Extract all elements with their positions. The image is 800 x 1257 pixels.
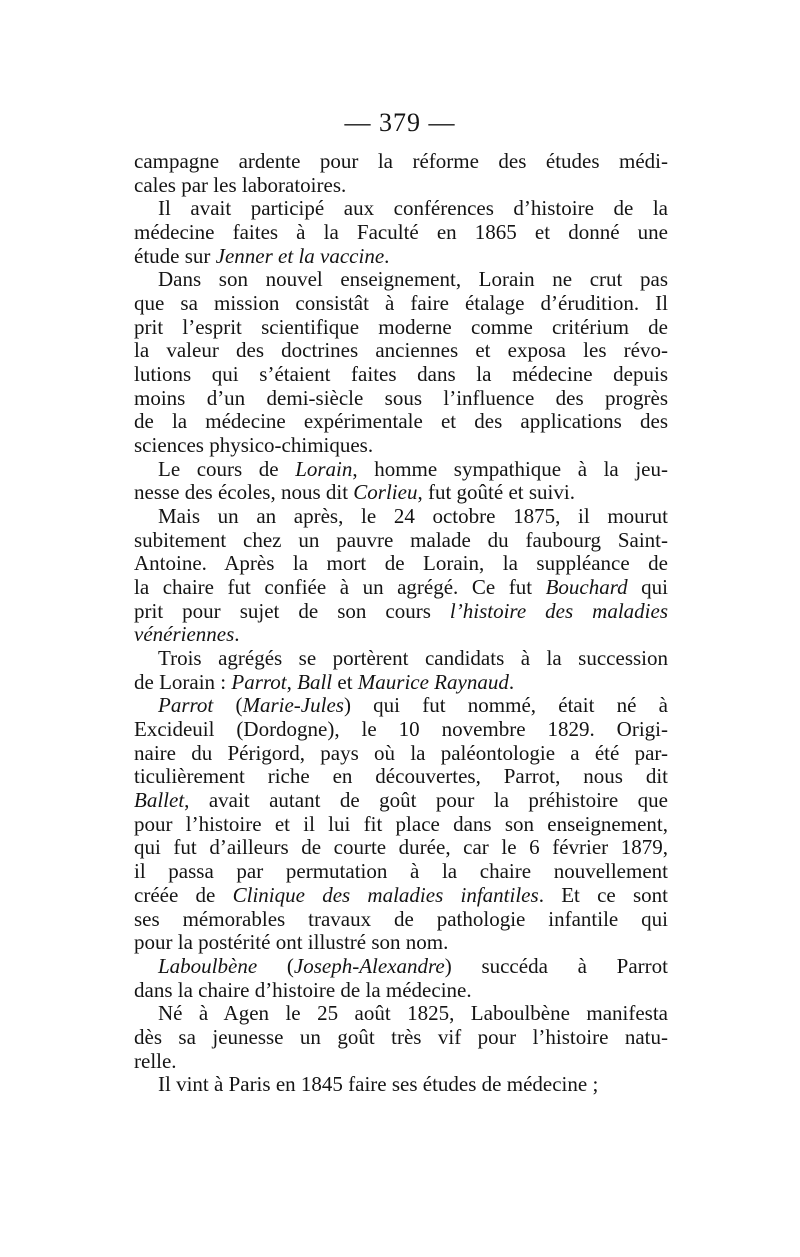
text-line: [134, 458, 668, 482]
text-run: Trois agrégés se portèrent candidats à la succession: [158, 646, 668, 671]
text-run: .: [234, 622, 240, 647]
text-line: [134, 150, 668, 174]
body-text: [134, 150, 668, 1097]
text-run: sciences physico-chimiques.: [134, 433, 374, 458]
text-line: [134, 623, 668, 647]
text-run: lutions qui s’étaient faites dans la médecine depuis: [134, 362, 668, 387]
text-run: , fut goûté et suivi.: [417, 480, 575, 505]
text-run: ses mémorables travaux de pathologie infantile qui: [134, 906, 668, 931]
italic-text: Laboulbène: [158, 953, 258, 978]
text-run: relle.: [134, 1048, 177, 1073]
text-line: [134, 600, 668, 624]
text-line: [134, 1002, 668, 1026]
text-run: campagne ardente pour la réforme des études médi-: [134, 149, 668, 173]
text-line: [134, 908, 668, 932]
text-run: moins d’un demi-siècle sous l’influence des progrès: [134, 385, 668, 410]
text-line: [134, 268, 668, 292]
italic-text: Joseph-Alexandre: [293, 953, 445, 978]
text-line: [134, 576, 668, 600]
page-number: — 379 —: [344, 108, 456, 137]
text-run: ) qui fut nommé, était né à: [343, 693, 668, 718]
text-run: étude sur: [134, 243, 216, 268]
text-run: Né à Agen le 25 août 1825, Laboulbène manifesta: [158, 1001, 668, 1026]
text-run: et: [332, 669, 358, 694]
text-run: Mais un an après, le 24 octobre 1875, il mourut: [158, 504, 668, 529]
text-run: dans la chaire d’histoire de la médecine.: [134, 977, 472, 1002]
italic-text: vénériennes: [134, 622, 235, 647]
text-run: Dans son nouvel enseignement, Lorain ne crut pas: [158, 267, 668, 292]
text-line: [134, 694, 668, 718]
text-line: [134, 789, 668, 813]
text-line: [134, 718, 668, 742]
text-run: Il vint à Paris en 1845 faire ses études de médecine ;: [158, 1072, 599, 1097]
text-line: [134, 742, 668, 766]
text-run: médecine faites à la Faculté en 1865 et donné une: [134, 220, 668, 245]
text-line: [134, 836, 668, 860]
text-run: que sa mission consistât à faire étalage d’érudition. Il: [134, 291, 668, 316]
text-run: de la médecine expérimentale et des applications des: [134, 409, 668, 434]
text-line: [134, 245, 668, 269]
text-line: [134, 671, 668, 695]
italic-text: Bouchard: [545, 575, 628, 600]
text-run: , avait autant de goût pour la préhistoire que: [184, 788, 668, 813]
text-run: prit l’esprit scientifique moderne comme critérium de: [134, 314, 668, 339]
text-run: créée de: [134, 882, 233, 907]
text-line: [134, 647, 668, 671]
text-run: pour l’histoire et il lui fit place dans son enseignement,: [134, 811, 668, 836]
text-run: .: [384, 243, 390, 268]
text-line: [134, 813, 668, 837]
text-line: [134, 765, 668, 789]
italic-text: Maurice Raynaud: [357, 669, 509, 694]
text-run: de Lorain :: [134, 669, 232, 694]
text-line: [134, 221, 668, 245]
text-line: [134, 979, 668, 1003]
text-run: il passa par permutation à la chaire nouvellement: [134, 859, 668, 884]
text-line: [134, 387, 668, 411]
text-run: (: [257, 953, 294, 978]
text-run: (: [213, 693, 243, 718]
text-line: [134, 1050, 668, 1074]
italic-text: Parrot: [158, 693, 214, 718]
text-run: naire du Périgord, pays où la paléontologie a été par-: [134, 740, 668, 765]
text-run: la chaire fut confiée à un agrégé. Ce fut: [134, 575, 546, 600]
text-run: cales par les laboratoires.: [134, 172, 347, 197]
text-line: [134, 931, 668, 955]
text-line: [134, 529, 668, 553]
text-run: dès sa jeunesse un goût très vif pour l’histoire natu-: [134, 1024, 668, 1049]
italic-text: l’histoire des maladies: [449, 598, 668, 623]
text-run: ticulièrement riche en découvertes, Parrot, nous dit: [134, 764, 668, 789]
italic-text: Ballet: [134, 788, 185, 813]
text-run: .: [508, 669, 515, 694]
italic-text: Lorain: [295, 456, 353, 481]
italic-text: Parrot: [231, 669, 287, 694]
italic-text: Ball: [297, 669, 333, 694]
text-line: [134, 339, 668, 363]
text-run: , homme sympathique à la jeu-: [352, 456, 668, 481]
text-run: Excideuil (Dordogne), le 10 novembre 1829. Origi-: [134, 717, 668, 742]
text-line: [134, 955, 668, 979]
text-run: pour la postérité ont illustré son nom.: [134, 930, 449, 955]
text-run: la valeur des doctrines anciennes et exposa les révo-: [134, 338, 668, 363]
text-line: [134, 316, 668, 340]
text-line: [134, 884, 668, 908]
italic-text: Clinique des maladies infantiles: [232, 882, 539, 907]
text-line: [134, 552, 668, 576]
text-line: [134, 505, 668, 529]
text-line: [134, 481, 668, 505]
text-run: qui: [627, 575, 668, 600]
text-run: Il avait participé aux conférences d’histoire de la: [158, 196, 668, 221]
text-run: ) succéda à Parrot: [444, 953, 669, 978]
italic-text: Corlieu: [353, 480, 418, 505]
text-line: [134, 292, 668, 316]
text-line: [134, 860, 668, 884]
text-run: subitement chez un pauvre malade du faubourg Saint-: [134, 527, 668, 552]
text-line: [134, 1073, 668, 1097]
text-line: [134, 363, 668, 387]
text-run: nesse des écoles, nous dit: [134, 480, 354, 505]
text-run: ,: [286, 669, 298, 694]
italic-text: Marie-Jules: [242, 693, 344, 718]
text-run: Le cours de: [158, 456, 296, 481]
text-run: . Et ce sont: [538, 882, 668, 907]
text-line: [134, 174, 668, 198]
text-run: prit pour sujet de son cours: [134, 598, 450, 623]
text-run: Antoine. Après la mort de Lorain, la suppléance de: [134, 551, 668, 576]
text-line: [134, 197, 668, 221]
text-run: qui fut d’ailleurs de courte durée, car le 6 février 1879,: [134, 835, 668, 860]
text-line: [134, 410, 668, 434]
text-line: [134, 1026, 668, 1050]
italic-text: Jenner et la vaccine: [215, 243, 385, 268]
text-line: [134, 434, 668, 458]
